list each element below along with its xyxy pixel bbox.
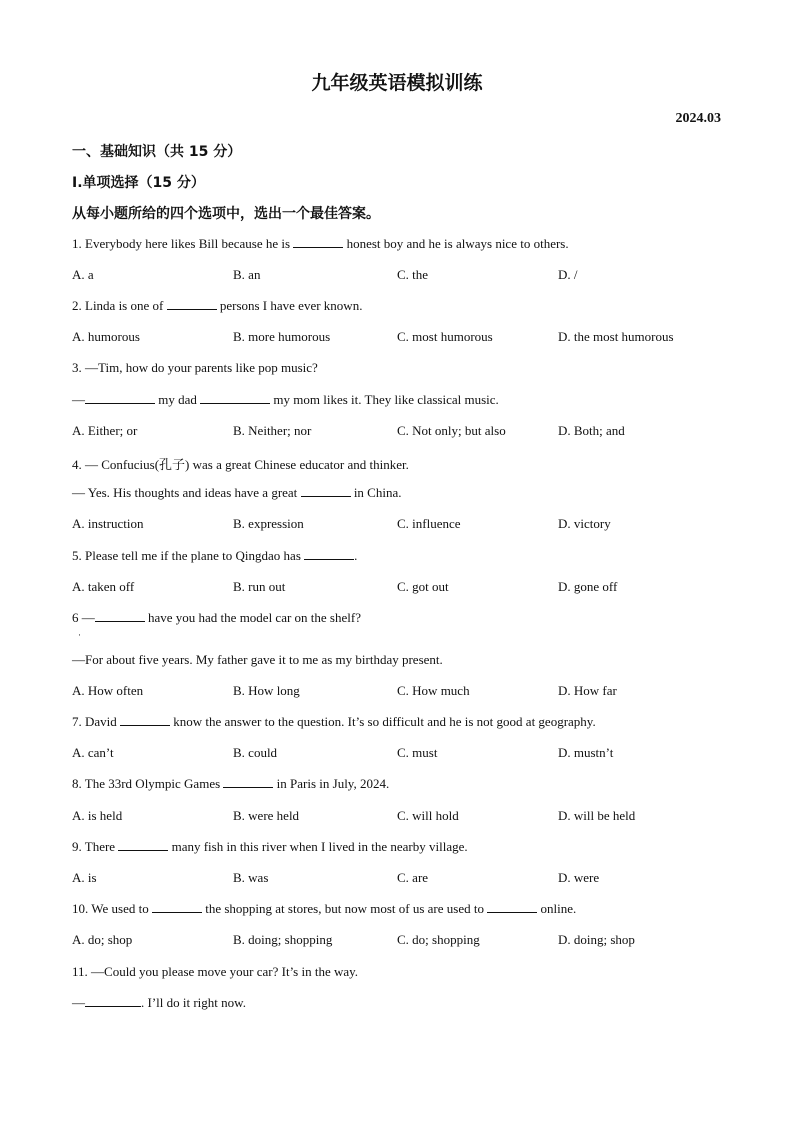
option-d: D. were xyxy=(558,870,600,885)
answer-blank xyxy=(304,548,354,560)
question-4: 4. — Confucius(孔子) was a great Chinese educator and thinker. xyxy=(72,457,409,472)
option-b: B. an xyxy=(233,267,261,282)
answer-blank xyxy=(85,995,141,1007)
question-9: 9. There many fish in this river when I lived in the nearby village. xyxy=(72,839,468,854)
option-d: D. doing; shop xyxy=(558,932,635,947)
option-b: B. were held xyxy=(233,808,300,823)
sub-heading: I.单项选择（15 分） xyxy=(72,175,205,191)
question-2: 2. Linda is one of persons I have ever known. xyxy=(72,298,363,313)
option-a: A. instruction xyxy=(72,516,144,531)
option-a: A. can’t xyxy=(72,745,114,760)
answer-blank xyxy=(95,610,145,622)
option-d: D. / xyxy=(558,267,578,282)
question-1: 1. Everybody here likes Bill because he is honest boy and he is always nice to others. xyxy=(72,236,569,251)
option-d: D. victory xyxy=(558,516,611,531)
answer-blank xyxy=(152,901,202,913)
section-heading: 一、基础知识（共 15 分） xyxy=(72,144,242,160)
option-b: B. How long xyxy=(233,683,300,698)
answer-blank xyxy=(120,714,170,726)
answer-blank xyxy=(301,485,351,497)
option-c: C. How much xyxy=(397,683,470,698)
answer-blank xyxy=(118,839,168,851)
option-a: A. humorous xyxy=(72,329,140,344)
answer-blank xyxy=(167,298,217,310)
stray-dot: · xyxy=(78,630,81,640)
option-d: D. the most humorous xyxy=(558,329,674,344)
option-a: A. is held xyxy=(72,808,123,823)
question-3-reply: — my dad my mom likes it. They like classical music. xyxy=(72,392,499,407)
page-title: 九年级英语模拟训练 xyxy=(311,72,483,94)
question-6: 6 — have you had the model car on the shelf? xyxy=(72,610,361,625)
answer-blank xyxy=(487,901,537,913)
question-11: 11. —Could you please move your car? It’s in the way. xyxy=(72,964,359,979)
option-a: A. How often xyxy=(72,683,144,698)
option-a: A. do; shop xyxy=(72,932,133,947)
option-b: B. was xyxy=(233,870,269,885)
question-4-reply: — Yes. His thoughts and ideas have a great in China. xyxy=(72,485,402,500)
instruction: 从每小题所给的四个选项中，选出一个最佳答案。 xyxy=(72,206,380,222)
answer-blank xyxy=(223,776,273,788)
option-c: C. will hold xyxy=(397,808,459,823)
option-b: B. expression xyxy=(233,516,304,531)
answer-blank xyxy=(200,392,270,404)
option-a: A. a xyxy=(72,267,94,282)
option-c: C. are xyxy=(397,870,429,885)
question-10: 10. We used to the shopping at stores, but now most of us are used to online. xyxy=(72,901,577,916)
question-3: 3. —Tim, how do your parents like pop music? xyxy=(72,360,318,375)
option-c: C. influence xyxy=(397,516,461,531)
option-b: B. could xyxy=(233,745,278,760)
question-7: 7. David know the answer to the question. It’s so difficult and he is not good at geography. xyxy=(72,714,596,729)
option-c: C. do; shopping xyxy=(397,932,480,947)
option-b: B. doing; shopping xyxy=(233,932,333,947)
question-8: 8. The 33rd Olympic Games in Paris in July, 2024. xyxy=(72,776,390,791)
question-11-reply: — . I’ll do it right now. xyxy=(72,995,246,1010)
option-a: A. is xyxy=(72,870,97,885)
option-d: D. Both; and xyxy=(558,423,625,438)
option-b: B. Neither; nor xyxy=(233,423,312,438)
question-5: 5. Please tell me if the plane to Qingdao has . xyxy=(72,548,358,563)
option-c: C. got out xyxy=(397,579,449,594)
option-a: A. taken off xyxy=(72,579,135,594)
option-c: C. Not only; but also xyxy=(397,423,506,438)
option-c: C. must xyxy=(397,745,438,760)
option-d: D. How far xyxy=(558,683,617,698)
answer-blank xyxy=(293,236,343,248)
answer-blank xyxy=(85,392,155,404)
question-6-reply: —For about five years. My father gave it to me as my birthday present. xyxy=(72,652,443,667)
option-c: C. most humorous xyxy=(397,329,493,344)
option-d: D. gone off xyxy=(558,579,618,594)
option-d: D. mustn’t xyxy=(558,745,614,760)
option-c: C. the xyxy=(397,267,429,282)
exam-date: 2024.03 xyxy=(675,111,721,126)
option-d: D. will be held xyxy=(558,808,636,823)
option-b: B. run out xyxy=(233,579,286,594)
option-a: A. Either; or xyxy=(72,423,138,438)
option-b: B. more humorous xyxy=(233,329,331,344)
